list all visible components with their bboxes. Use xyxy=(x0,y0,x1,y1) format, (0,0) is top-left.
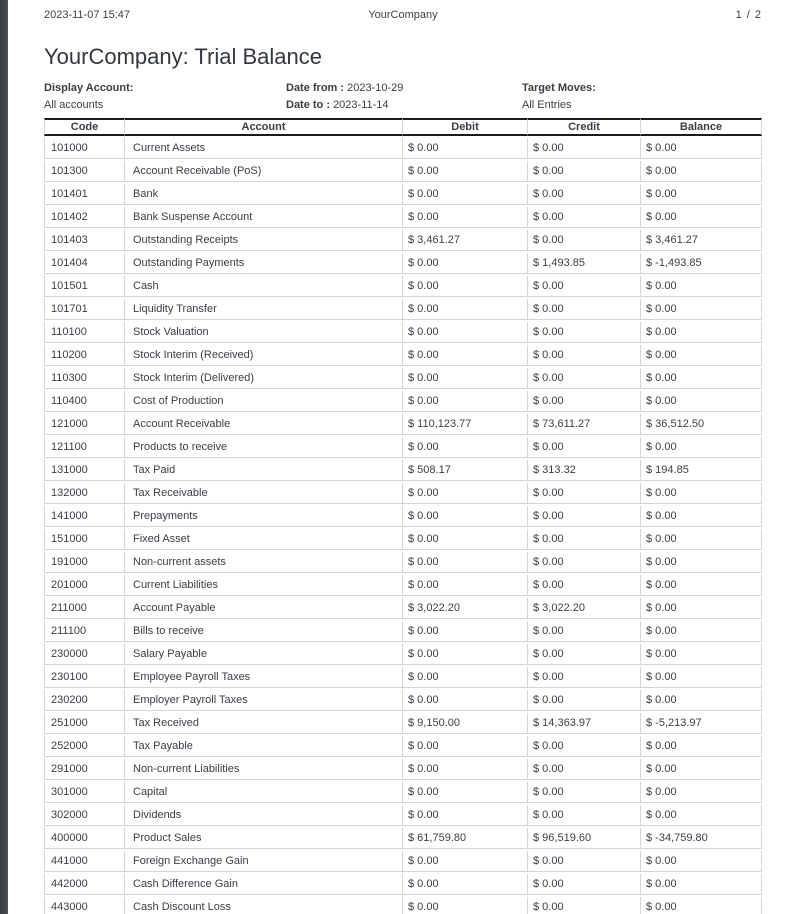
cell-debit: $ 0.00 xyxy=(403,437,528,458)
cell-balance: $ 0.00 xyxy=(641,345,762,366)
column-header: Account xyxy=(125,118,403,136)
company-name: YourCompany xyxy=(368,9,438,21)
cell-account: Non-current Liabilities xyxy=(125,759,403,780)
cell-debit: $ 61,759.80 xyxy=(403,828,528,849)
cell-code: 400000 xyxy=(44,828,125,849)
cell-account: Stock Interim (Delivered) xyxy=(125,368,403,389)
cell-credit: $ 0.00 xyxy=(528,345,641,366)
cell-account: Cash Difference Gain xyxy=(125,874,403,895)
cell-credit: $ 96,519.60 xyxy=(528,828,641,849)
table-row xyxy=(44,759,762,780)
cell-account: Stock Interim (Received) xyxy=(125,345,403,366)
cell-account: Non-current assets xyxy=(125,552,403,573)
cell-account: Tax Received xyxy=(125,713,403,734)
cell-credit: $ 0.00 xyxy=(528,782,641,803)
cell-balance: $ 0.00 xyxy=(641,552,762,573)
cell-balance: $ 3,461.27 xyxy=(641,230,762,251)
cell-account: Liquidity Transfer xyxy=(125,299,403,320)
cell-balance: $ 0.00 xyxy=(641,161,762,182)
cell-balance: $ 0.00 xyxy=(641,506,762,527)
cell-account: Salary Payable xyxy=(125,644,403,665)
cell-credit: $ 0.00 xyxy=(528,437,641,458)
cell-account: Cost of Production xyxy=(125,391,403,412)
cell-account: Prepayments xyxy=(125,506,403,527)
cell-balance: $ 0.00 xyxy=(641,621,762,642)
cell-credit: $ 0.00 xyxy=(528,230,641,251)
cell-credit: $ 0.00 xyxy=(528,299,641,320)
cell-account: Bills to receive xyxy=(125,621,403,642)
cell-debit: $ 0.00 xyxy=(403,644,528,665)
date-to-value: 2023-11-14 xyxy=(333,99,389,111)
cell-account: Current Liabilities xyxy=(125,575,403,596)
table-row xyxy=(44,897,762,914)
table-row xyxy=(44,414,762,435)
cell-credit: $ 0.00 xyxy=(528,506,641,527)
cell-debit: $ 0.00 xyxy=(403,897,528,914)
cell-balance: $ 0.00 xyxy=(641,874,762,895)
table-row xyxy=(44,575,762,596)
cell-balance: $ 0.00 xyxy=(641,322,762,343)
table-row xyxy=(44,713,762,734)
cell-balance: $ 0.00 xyxy=(641,759,762,780)
column-header: Credit xyxy=(528,118,641,136)
cell-balance: $ 0.00 xyxy=(641,207,762,228)
cell-balance: $ 0.00 xyxy=(641,529,762,550)
page-meta-header xyxy=(44,0,762,22)
cell-account: Outstanding Payments xyxy=(125,253,403,274)
table-row xyxy=(44,299,762,320)
column-header: Debit xyxy=(403,118,528,136)
cell-code: 252000 xyxy=(44,736,125,757)
cell-code: 291000 xyxy=(44,759,125,780)
table-row xyxy=(44,598,762,619)
cell-credit: $ 0.00 xyxy=(528,184,641,205)
cell-debit: $ 0.00 xyxy=(403,184,528,205)
cell-code: 443000 xyxy=(44,897,125,914)
cell-code: 110300 xyxy=(44,368,125,389)
cell-balance: $ 0.00 xyxy=(641,575,762,596)
print-datetime: 2023-11-07 15:47 xyxy=(44,9,131,21)
cell-credit: $ 1,493.85 xyxy=(528,253,641,274)
cell-account: Capital xyxy=(125,782,403,803)
cell-debit: $ 0.00 xyxy=(403,529,528,550)
cell-code: 151000 xyxy=(44,529,125,550)
table-row xyxy=(44,391,762,412)
cell-account: Cash xyxy=(125,276,403,297)
table-row xyxy=(44,345,762,366)
cell-credit: $ 0.00 xyxy=(528,805,641,826)
cell-account: Foreign Exchange Gain xyxy=(125,851,403,872)
cell-credit: $ 0.00 xyxy=(528,644,641,665)
cell-code: 101404 xyxy=(44,253,125,274)
cell-debit: $ 0.00 xyxy=(403,299,528,320)
display-account-label: Display Account: xyxy=(44,82,134,94)
target-moves-label: Target Moves: xyxy=(522,82,596,94)
cell-debit: $ 0.00 xyxy=(403,805,528,826)
table-row xyxy=(44,460,762,481)
table-row xyxy=(44,184,762,205)
cell-debit: $ 0.00 xyxy=(403,851,528,872)
cell-credit: $ 3,022.20 xyxy=(528,598,641,619)
cell-debit: $ 110,123.77 xyxy=(403,414,528,435)
cell-account: Account Receivable (PoS) xyxy=(125,161,403,182)
cell-account: Bank xyxy=(125,184,403,205)
cell-balance: $ 0.00 xyxy=(641,598,762,619)
table-row xyxy=(44,828,762,849)
table-header-row xyxy=(44,118,762,136)
cell-debit: $ 0.00 xyxy=(403,874,528,895)
cell-credit: $ 0.00 xyxy=(528,276,641,297)
cell-credit: $ 0.00 xyxy=(528,391,641,412)
target-moves-value: All Entries xyxy=(522,99,572,111)
cell-debit: $ 0.00 xyxy=(403,621,528,642)
table-body xyxy=(44,138,762,914)
cell-code: 121100 xyxy=(44,437,125,458)
table-row xyxy=(44,207,762,228)
cell-debit: $ 0.00 xyxy=(403,552,528,573)
table-row xyxy=(44,230,762,251)
cell-account: Cash Discount Loss xyxy=(125,897,403,914)
date-from-label: Date from : xyxy=(286,82,345,94)
cell-code: 141000 xyxy=(44,506,125,527)
date-to-label: Date to : xyxy=(286,99,330,111)
cell-account: Tax Paid xyxy=(125,460,403,481)
cell-balance: $ 0.00 xyxy=(641,805,762,826)
cell-code: 230100 xyxy=(44,667,125,688)
cell-account: Account Payable xyxy=(125,598,403,619)
cell-debit: $ 0.00 xyxy=(403,506,528,527)
table-row xyxy=(44,736,762,757)
cell-debit: $ 0.00 xyxy=(403,276,528,297)
column-header: Code xyxy=(44,118,125,136)
cell-code: 101401 xyxy=(44,184,125,205)
cell-code: 251000 xyxy=(44,713,125,734)
cell-debit: $ 9,150.00 xyxy=(403,713,528,734)
cell-code: 101000 xyxy=(44,138,125,159)
cell-account: Account Receivable xyxy=(125,414,403,435)
cell-balance: $ -5,213.97 xyxy=(641,713,762,734)
table-row xyxy=(44,368,762,389)
cell-credit: $ 0.00 xyxy=(528,322,641,343)
table-row xyxy=(44,805,762,826)
cell-code: 211100 xyxy=(44,621,125,642)
cell-debit: $ 0.00 xyxy=(403,161,528,182)
cell-code: 101501 xyxy=(44,276,125,297)
filter-dates xyxy=(286,80,522,114)
cell-code: 211000 xyxy=(44,598,125,619)
cell-code: 302000 xyxy=(44,805,125,826)
cell-credit: $ 0.00 xyxy=(528,483,641,504)
table-row xyxy=(44,506,762,527)
cell-code: 301000 xyxy=(44,782,125,803)
table-row xyxy=(44,161,762,182)
cell-account: Dividends xyxy=(125,805,403,826)
table-row xyxy=(44,782,762,803)
cell-account: Stock Valuation xyxy=(125,322,403,343)
cell-credit: $ 0.00 xyxy=(528,874,641,895)
cell-balance: $ 0.00 xyxy=(641,184,762,205)
cell-credit: $ 14,363.97 xyxy=(528,713,641,734)
cell-debit: $ 3,461.27 xyxy=(403,230,528,251)
cell-balance: $ 0.00 xyxy=(641,851,762,872)
cell-debit: $ 0.00 xyxy=(403,759,528,780)
table-row xyxy=(44,690,762,711)
cell-credit: $ 0.00 xyxy=(528,759,641,780)
cell-debit: $ 0.00 xyxy=(403,138,528,159)
cell-balance: $ -1,493.85 xyxy=(641,253,762,274)
cell-debit: $ 3,022.20 xyxy=(403,598,528,619)
cell-code: 101403 xyxy=(44,230,125,251)
cell-code: 110200 xyxy=(44,345,125,366)
cell-debit: $ 0.00 xyxy=(403,368,528,389)
filters-row xyxy=(44,80,762,114)
cell-balance: $ 36,512.50 xyxy=(641,414,762,435)
cell-code: 441000 xyxy=(44,851,125,872)
cell-code: 201000 xyxy=(44,575,125,596)
page-number: 1 / 2 xyxy=(735,9,762,21)
cell-debit: $ 0.00 xyxy=(403,736,528,757)
table-row xyxy=(44,138,762,159)
table-row xyxy=(44,253,762,274)
cell-account: Bank Suspense Account xyxy=(125,207,403,228)
cell-account: Outstanding Receipts xyxy=(125,230,403,251)
cell-code: 110400 xyxy=(44,391,125,412)
cell-account: Product Sales xyxy=(125,828,403,849)
date-from-value: 2023-10-29 xyxy=(347,82,404,94)
cell-account: Current Assets xyxy=(125,138,403,159)
report-page xyxy=(8,0,800,914)
cell-debit: $ 0.00 xyxy=(403,575,528,596)
date-to-line xyxy=(286,97,522,114)
cell-account: Employee Payroll Taxes xyxy=(125,667,403,688)
cell-code: 110100 xyxy=(44,322,125,343)
pdf-viewer-edge xyxy=(0,0,8,914)
report-title: YourCompany: Trial Balance xyxy=(44,44,323,69)
cell-balance: $ 0.00 xyxy=(641,391,762,412)
cell-account: Tax Receivable xyxy=(125,483,403,504)
cell-account: Employer Payroll Taxes xyxy=(125,690,403,711)
cell-balance: $ 0.00 xyxy=(641,736,762,757)
cell-account: Tax Payable xyxy=(125,736,403,757)
cell-debit: $ 0.00 xyxy=(403,207,528,228)
cell-code: 101701 xyxy=(44,299,125,320)
cell-credit: $ 0.00 xyxy=(528,138,641,159)
cell-code: 131000 xyxy=(44,460,125,481)
trial-balance-table xyxy=(44,116,762,914)
cell-code: 132000 xyxy=(44,483,125,504)
cell-balance: $ 0.00 xyxy=(641,368,762,389)
cell-credit: $ 0.00 xyxy=(528,690,641,711)
cell-balance: $ 194.85 xyxy=(641,460,762,481)
cell-debit: $ 0.00 xyxy=(403,322,528,343)
cell-credit: $ 0.00 xyxy=(528,529,641,550)
date-from-line xyxy=(286,80,522,97)
cell-code: 230000 xyxy=(44,644,125,665)
table-row xyxy=(44,322,762,343)
cell-debit: $ 0.00 xyxy=(403,253,528,274)
table-row xyxy=(44,874,762,895)
cell-credit: $ 0.00 xyxy=(528,736,641,757)
cell-code: 101300 xyxy=(44,161,125,182)
column-header: Balance xyxy=(641,118,762,136)
cell-account: Fixed Asset xyxy=(125,529,403,550)
table-row xyxy=(44,483,762,504)
filter-display-account xyxy=(44,80,286,114)
table-row xyxy=(44,644,762,665)
cell-balance: $ 0.00 xyxy=(641,138,762,159)
cell-credit: $ 73,611.27 xyxy=(528,414,641,435)
cell-code: 442000 xyxy=(44,874,125,895)
cell-credit: $ 0.00 xyxy=(528,575,641,596)
cell-credit: $ 0.00 xyxy=(528,368,641,389)
cell-debit: $ 0.00 xyxy=(403,345,528,366)
display-account-value: All accounts xyxy=(44,99,104,111)
table-row xyxy=(44,276,762,297)
cell-code: 230200 xyxy=(44,690,125,711)
table-row xyxy=(44,437,762,458)
table-row xyxy=(44,529,762,550)
cell-credit: $ 0.00 xyxy=(528,851,641,872)
table-row xyxy=(44,851,762,872)
cell-credit: $ 0.00 xyxy=(528,161,641,182)
cell-balance: $ 0.00 xyxy=(641,897,762,914)
cell-debit: $ 0.00 xyxy=(403,690,528,711)
cell-balance: $ 0.00 xyxy=(641,667,762,688)
cell-code: 191000 xyxy=(44,552,125,573)
cell-debit: $ 0.00 xyxy=(403,667,528,688)
cell-balance: $ 0.00 xyxy=(641,644,762,665)
cell-debit: $ 508.17 xyxy=(403,460,528,481)
cell-credit: $ 0.00 xyxy=(528,667,641,688)
cell-code: 121000 xyxy=(44,414,125,435)
cell-debit: $ 0.00 xyxy=(403,391,528,412)
cell-account: Products to receive xyxy=(125,437,403,458)
cell-balance: $ 0.00 xyxy=(641,782,762,803)
cell-balance: $ 0.00 xyxy=(641,276,762,297)
table-row xyxy=(44,552,762,573)
cell-balance: $ 0.00 xyxy=(641,437,762,458)
cell-credit: $ 0.00 xyxy=(528,207,641,228)
cell-debit: $ 0.00 xyxy=(403,782,528,803)
cell-credit: $ 0.00 xyxy=(528,552,641,573)
cell-credit: $ 313.32 xyxy=(528,460,641,481)
cell-balance: $ -34,759.80 xyxy=(641,828,762,849)
cell-balance: $ 0.00 xyxy=(641,299,762,320)
filter-target-moves xyxy=(522,80,762,114)
cell-balance: $ 0.00 xyxy=(641,690,762,711)
cell-code: 101402 xyxy=(44,207,125,228)
table-row xyxy=(44,667,762,688)
table-row xyxy=(44,621,762,642)
cell-credit: $ 0.00 xyxy=(528,621,641,642)
cell-credit: $ 0.00 xyxy=(528,897,641,914)
cell-debit: $ 0.00 xyxy=(403,483,528,504)
cell-balance: $ 0.00 xyxy=(641,483,762,504)
